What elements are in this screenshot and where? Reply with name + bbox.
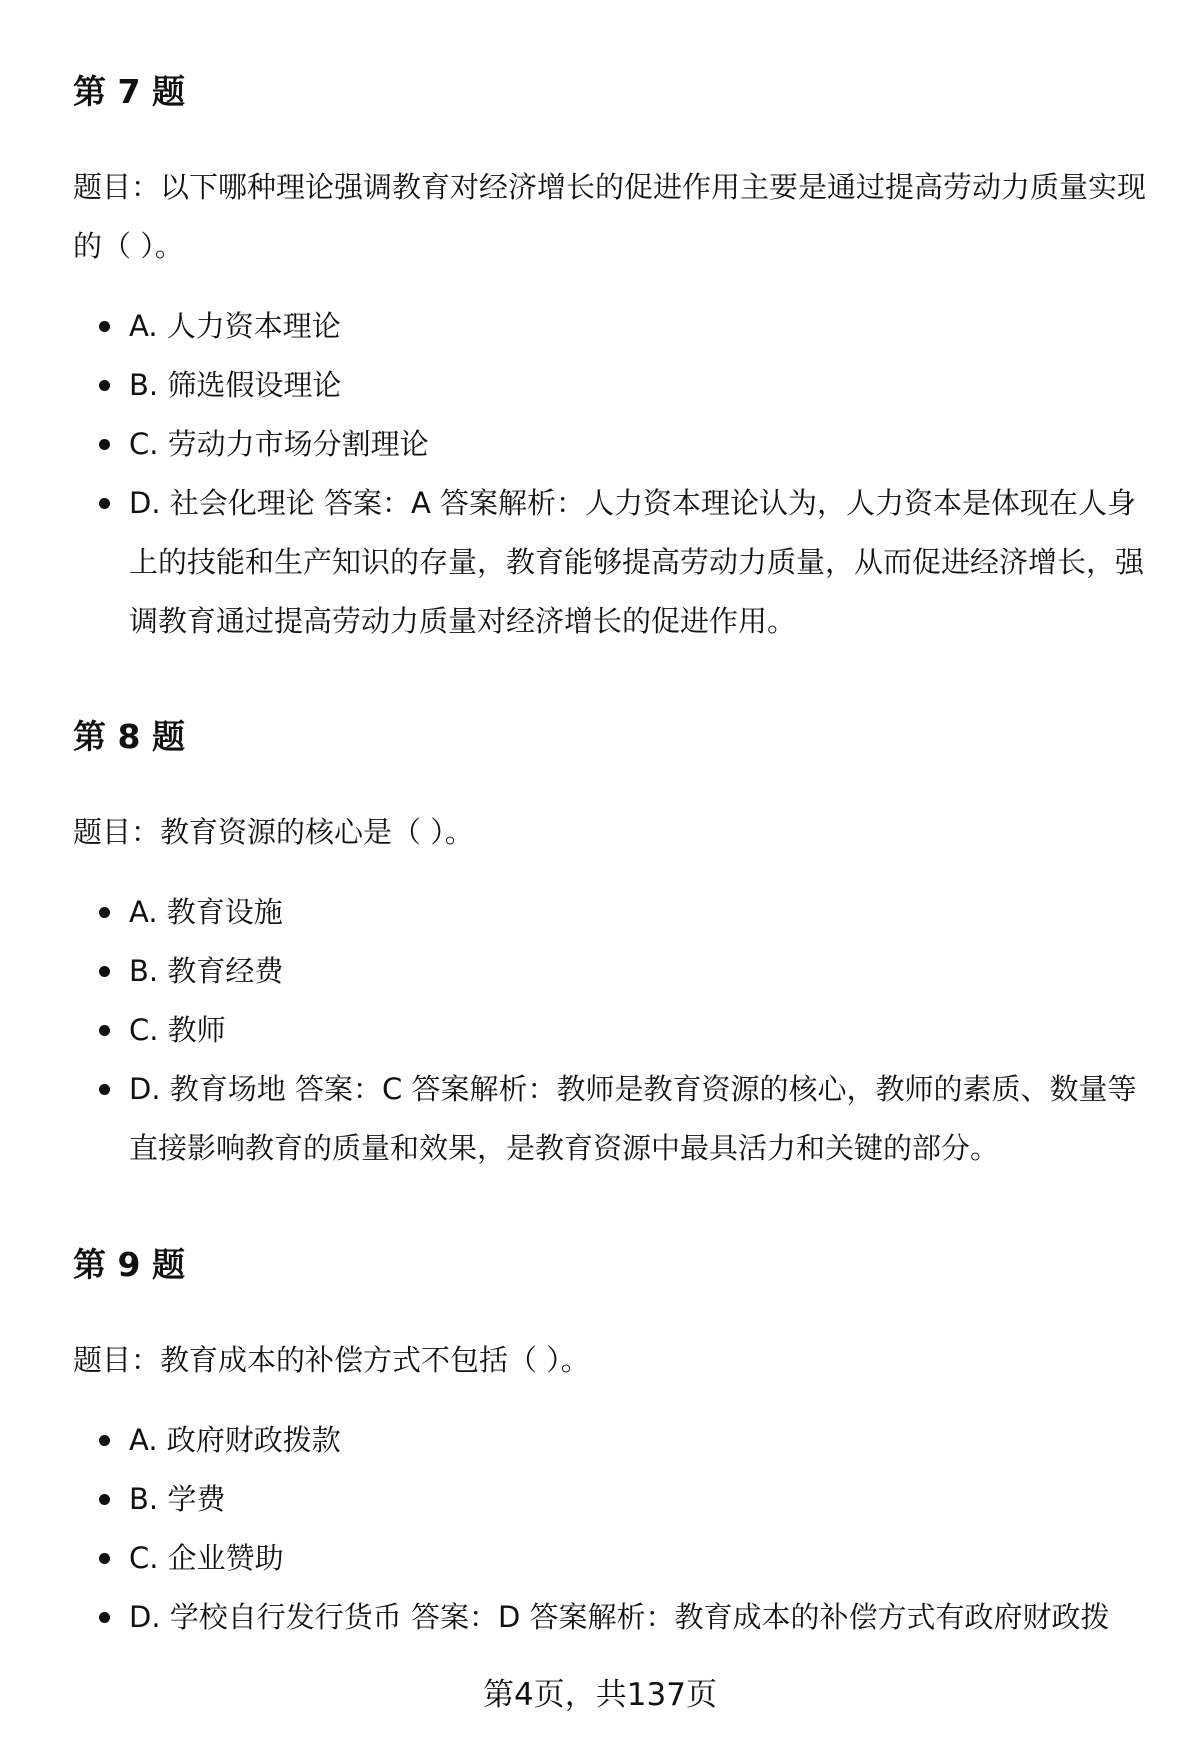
question-heading: 第 9 题 [73, 1245, 185, 1284]
page-number: 第4页，共137页 [483, 1677, 717, 1713]
option-text: D. 社会化理论 答案：A 答案解析：人力资本理论认为，人力资本是体现在人身上的技能和生产知识的存量，教育能够提高劳动力质量，从而促进经济增长，强调教育通过提高劳动力质量对经济增长的促进作用。 [129, 486, 1145, 638]
bullet-icon [99, 1025, 110, 1036]
bullet-icon [99, 321, 110, 332]
option-a [73, 883, 1163, 942]
option-text: D. 教育场地 答案：C 答案解析：教师是教育资源的核心，教师的素质、数量等直接影响教育的质量和效果，是教育资源中最具活力和关键的部分。 [129, 1072, 1137, 1165]
option-text: B. 学费 [129, 1482, 226, 1516]
option-text: C. 企业赞助 [129, 1541, 284, 1575]
bullet-icon [99, 1494, 110, 1505]
bullet-icon [99, 439, 110, 450]
question-stem: 题目：以下哪种理论强调教育对经济增长的促进作用主要是通过提高劳动力质量实现的（ ）。 [73, 170, 1147, 263]
option-c [73, 1529, 1163, 1588]
option-d-with-answer [73, 1588, 1163, 1647]
options-list [73, 297, 1163, 651]
option-text: D. 学校自行发行货币 答案：D 答案解析：教育成本的补偿方式有政府财政拨 [129, 1600, 1110, 1634]
bullet-icon [99, 907, 110, 918]
bullet-icon [99, 1553, 110, 1564]
bullet-icon [99, 1084, 110, 1095]
option-text: A. 政府财政拨款 [129, 1423, 341, 1457]
bullet-icon [99, 498, 110, 509]
options-list [73, 1411, 1163, 1647]
option-c [73, 415, 1163, 474]
option-text: B. 筛选假设理论 [129, 368, 342, 402]
question-9 [73, 1245, 1163, 1647]
option-text: A. 人力资本理论 [129, 309, 341, 343]
question-stem: 题目：教育成本的补偿方式不包括（ ）。 [73, 1343, 590, 1377]
option-d-with-answer [73, 1060, 1163, 1178]
bullet-icon [99, 966, 110, 977]
question-heading: 第 7 题 [73, 72, 185, 111]
option-b [73, 1470, 1163, 1529]
options-list [73, 883, 1163, 1178]
bullet-icon [99, 380, 110, 391]
question-heading: 第 8 题 [73, 717, 185, 756]
bullet-icon [99, 1612, 110, 1623]
option-text: C. 教师 [129, 1013, 226, 1047]
option-a [73, 297, 1163, 356]
option-d-with-answer [73, 474, 1163, 651]
option-a [73, 1411, 1163, 1470]
option-text: B. 教育经费 [129, 954, 284, 988]
question-7 [73, 72, 1163, 651]
option-b [73, 942, 1163, 1001]
question-8 [73, 717, 1163, 1178]
option-b [73, 356, 1163, 415]
bullet-icon [99, 1435, 110, 1446]
option-text: C. 劳动力市场分割理论 [129, 427, 429, 461]
question-stem: 题目：教育资源的核心是（ ）。 [73, 815, 474, 849]
option-text: A. 教育设施 [129, 895, 283, 929]
option-c [73, 1001, 1163, 1060]
